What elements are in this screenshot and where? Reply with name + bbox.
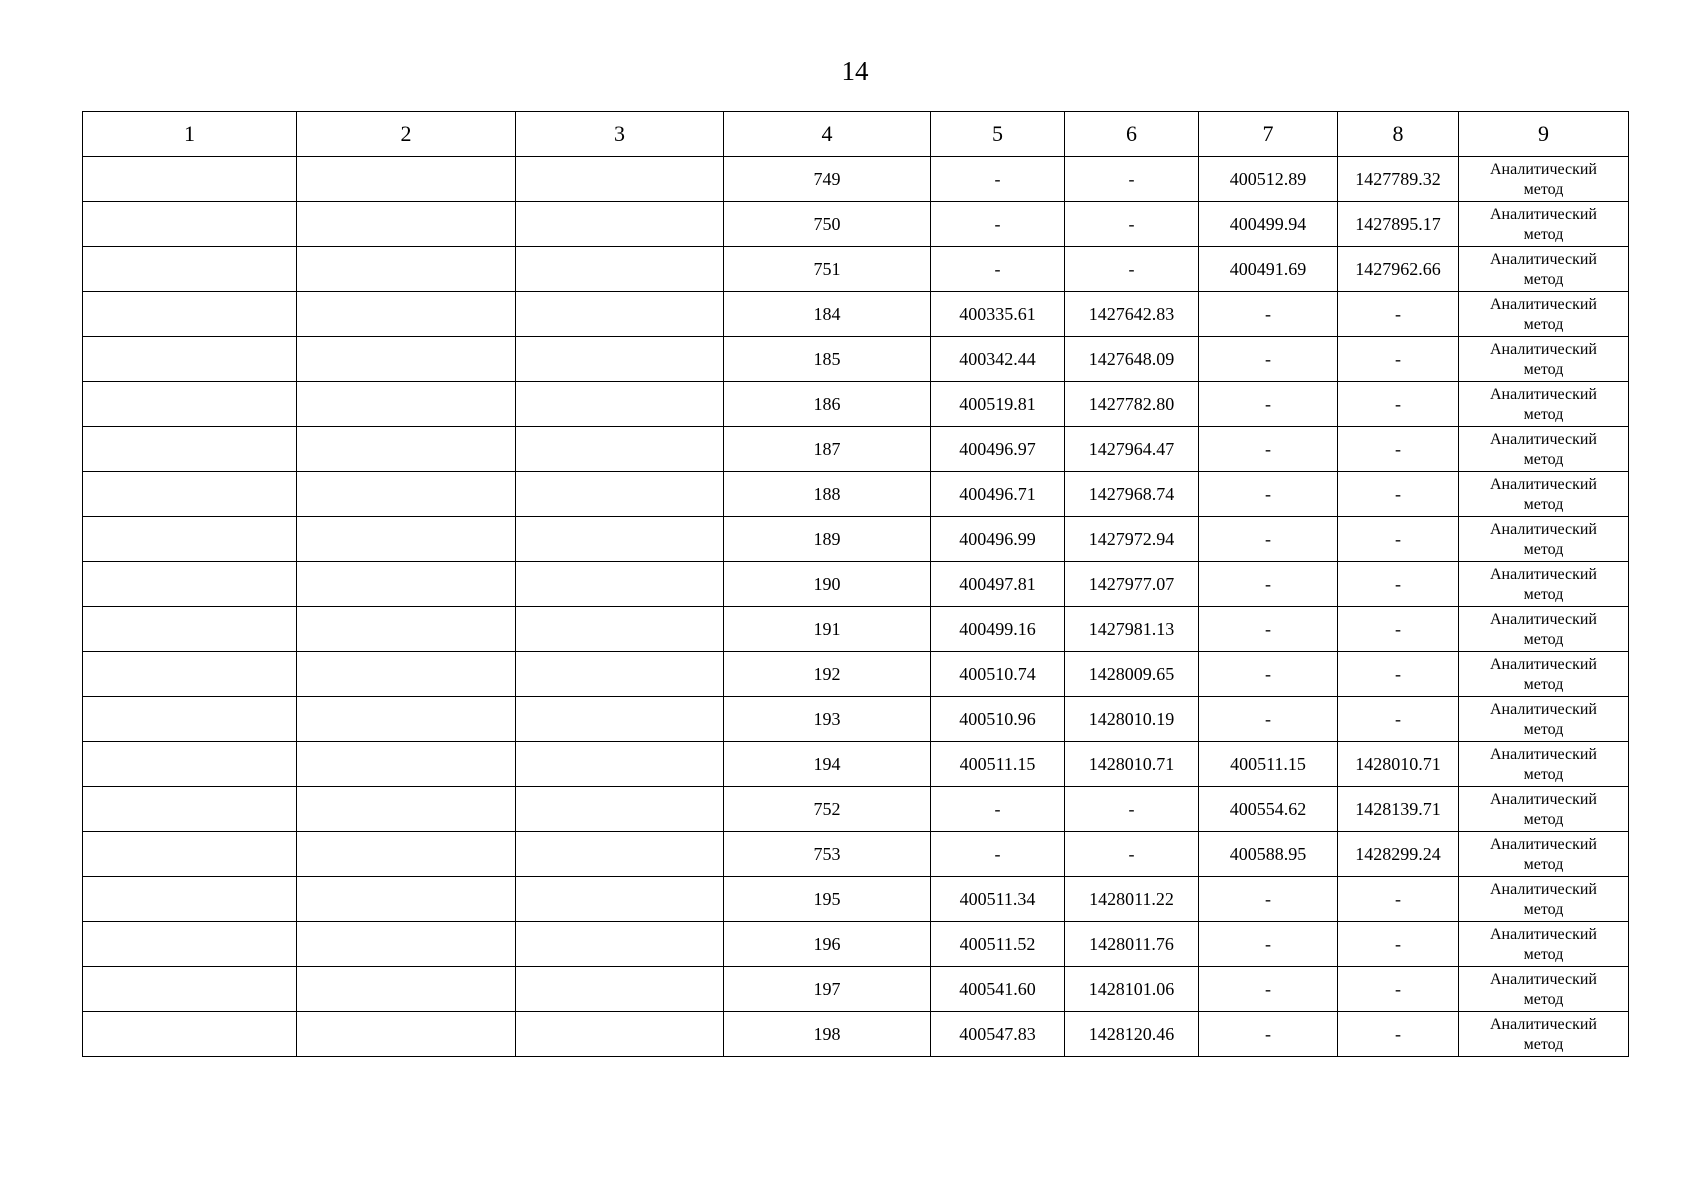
- table-cell-c1: [83, 562, 297, 607]
- method-label-line2: метод: [1523, 405, 1564, 423]
- table-cell-c3: [516, 742, 724, 787]
- table-cell-c7: -: [1199, 337, 1338, 382]
- method-label-line1: Аналитический: [1489, 160, 1597, 178]
- table-cell-c6: 1427642.83: [1065, 292, 1199, 337]
- table-cell-c8: -: [1338, 1012, 1459, 1057]
- table-cell-c7: -: [1199, 562, 1338, 607]
- table-cell-c2: [297, 922, 516, 967]
- table-cell-c1: [83, 382, 297, 427]
- table-cell-c8: -: [1338, 607, 1459, 652]
- table-cell-c6: 1428101.06: [1065, 967, 1199, 1012]
- table-cell-method: [1459, 922, 1629, 967]
- table-cell-c8: 1427895.17: [1338, 202, 1459, 247]
- table-cell-method: [1459, 472, 1629, 517]
- table-cell-c1: [83, 337, 297, 382]
- table-cell-c7: 400588.95: [1199, 832, 1338, 877]
- method-label-line2: метод: [1523, 495, 1564, 513]
- coordinates-table: [82, 111, 1629, 1057]
- table-body: [83, 157, 1629, 1057]
- table-cell-c5: 400496.97: [931, 427, 1065, 472]
- table-cell-c5: 400342.44: [931, 337, 1065, 382]
- table-cell-c1: [83, 247, 297, 292]
- table-cell-c7: 400554.62: [1199, 787, 1338, 832]
- table-cell-c4: 751: [724, 247, 931, 292]
- table-cell-c4: 198: [724, 1012, 931, 1057]
- table-cell-c5: 400335.61: [931, 292, 1065, 337]
- table-cell-method: [1459, 832, 1629, 877]
- table-cell-c4: 187: [724, 427, 931, 472]
- table-cell-c2: [297, 742, 516, 787]
- table-row: [83, 157, 1629, 202]
- method-label-line2: метод: [1523, 360, 1564, 378]
- table-cell-c6: 1428010.71: [1065, 742, 1199, 787]
- table-cell-c8: 1428299.24: [1338, 832, 1459, 877]
- table-cell-method: [1459, 697, 1629, 742]
- method-label-line1: Аналитический: [1489, 970, 1597, 988]
- table-cell-c5: 400496.99: [931, 517, 1065, 562]
- method-label-line1: Аналитический: [1489, 610, 1597, 628]
- table-cell-c4: 193: [724, 697, 931, 742]
- table-cell-c6: 1427782.80: [1065, 382, 1199, 427]
- table-cell-c4: 184: [724, 292, 931, 337]
- table-cell-c4: 190: [724, 562, 931, 607]
- table-cell-c5: 400496.71: [931, 472, 1065, 517]
- table-cell-c1: [83, 697, 297, 742]
- table-cell-c8: 1427962.66: [1338, 247, 1459, 292]
- table-cell-c3: [516, 382, 724, 427]
- header-row: [83, 112, 1629, 157]
- method-label-line1: Аналитический: [1489, 250, 1597, 268]
- table-cell-c1: [83, 1012, 297, 1057]
- table-cell-c6: -: [1065, 202, 1199, 247]
- table-cell-c2: [297, 787, 516, 832]
- table-cell-c8: -: [1338, 472, 1459, 517]
- method-label-line2: метод: [1523, 765, 1564, 783]
- table-cell-c3: [516, 472, 724, 517]
- table-cell-c3: [516, 607, 724, 652]
- table-cell-c6: 1428010.19: [1065, 697, 1199, 742]
- table-cell-c7: -: [1199, 607, 1338, 652]
- table-row: [83, 607, 1629, 652]
- table-row: [83, 382, 1629, 427]
- table-cell-c4: 752: [724, 787, 931, 832]
- table-cell-method: [1459, 427, 1629, 472]
- method-label-line1: Аналитический: [1489, 745, 1597, 763]
- table-cell-c8: -: [1338, 922, 1459, 967]
- method-label-line2: метод: [1523, 630, 1564, 648]
- table-cell-c5: 400541.60: [931, 967, 1065, 1012]
- table-cell-c1: [83, 157, 297, 202]
- table-cell-c4: 753: [724, 832, 931, 877]
- table-cell-c5: -: [931, 157, 1065, 202]
- table-cell-c8: -: [1338, 337, 1459, 382]
- method-label-line2: метод: [1523, 675, 1564, 693]
- table-cell-c2: [297, 202, 516, 247]
- column-header: 6: [1065, 112, 1199, 157]
- method-label-line2: метод: [1523, 945, 1564, 963]
- table-row: [83, 517, 1629, 562]
- table-cell-c7: -: [1199, 472, 1338, 517]
- table-cell-c7: -: [1199, 922, 1338, 967]
- method-label-line1: Аналитический: [1489, 880, 1597, 898]
- table-cell-c4: 197: [724, 967, 931, 1012]
- table-cell-c6: 1427648.09: [1065, 337, 1199, 382]
- table-cell-c1: [83, 292, 297, 337]
- method-label-line2: метод: [1523, 540, 1564, 558]
- method-label-line1: Аналитический: [1489, 925, 1597, 943]
- table-row: [83, 292, 1629, 337]
- table-cell-c4: 195: [724, 877, 931, 922]
- method-label-line1: Аналитический: [1489, 295, 1597, 313]
- table-cell-c2: [297, 427, 516, 472]
- table-cell-method: [1459, 877, 1629, 922]
- table-cell-c1: [83, 652, 297, 697]
- table-cell-c4: 186: [724, 382, 931, 427]
- table-cell-method: [1459, 382, 1629, 427]
- table-cell-method: [1459, 157, 1629, 202]
- table-cell-c1: [83, 607, 297, 652]
- table-cell-c2: [297, 292, 516, 337]
- table-cell-method: [1459, 787, 1629, 832]
- table-cell-c3: [516, 292, 724, 337]
- method-label-line2: метод: [1523, 585, 1564, 603]
- method-label-line2: метод: [1523, 180, 1564, 198]
- table-cell-c6: 1427972.94: [1065, 517, 1199, 562]
- method-label-line2: метод: [1523, 855, 1564, 873]
- table-cell-c5: -: [931, 787, 1065, 832]
- table-cell-c3: [516, 922, 724, 967]
- table-cell-method: [1459, 607, 1629, 652]
- method-label-line1: Аналитический: [1489, 790, 1597, 808]
- table-row: [83, 742, 1629, 787]
- table-cell-c7: -: [1199, 517, 1338, 562]
- table-cell-c2: [297, 562, 516, 607]
- table-cell-c7: -: [1199, 967, 1338, 1012]
- table-cell-c4: 185: [724, 337, 931, 382]
- table-cell-c4: 189: [724, 517, 931, 562]
- table-cell-method: [1459, 562, 1629, 607]
- table-cell-c3: [516, 202, 724, 247]
- table-cell-c7: 400491.69: [1199, 247, 1338, 292]
- column-header: 8: [1338, 112, 1459, 157]
- table-cell-c6: -: [1065, 787, 1199, 832]
- table-cell-c1: [83, 787, 297, 832]
- table-cell-c5: 400511.15: [931, 742, 1065, 787]
- table-cell-c5: -: [931, 832, 1065, 877]
- table-cell-c6: -: [1065, 247, 1199, 292]
- table-cell-c2: [297, 472, 516, 517]
- table-cell-c2: [297, 652, 516, 697]
- table-cell-c5: 400547.83: [931, 1012, 1065, 1057]
- table-row: [83, 1012, 1629, 1057]
- method-label-line1: Аналитический: [1489, 430, 1597, 448]
- table-cell-c1: [83, 472, 297, 517]
- table-row: [83, 202, 1629, 247]
- table-row: [83, 427, 1629, 472]
- table-cell-c8: 1428139.71: [1338, 787, 1459, 832]
- table-cell-method: [1459, 337, 1629, 382]
- table-cell-c6: 1428120.46: [1065, 1012, 1199, 1057]
- column-header: 1: [83, 112, 297, 157]
- table-cell-c8: -: [1338, 652, 1459, 697]
- table-cell-method: [1459, 652, 1629, 697]
- table-cell-c7: 400512.89: [1199, 157, 1338, 202]
- table-row: [83, 337, 1629, 382]
- table-row: [83, 247, 1629, 292]
- method-label-line2: метод: [1523, 315, 1564, 333]
- table-cell-c3: [516, 787, 724, 832]
- table-cell-c2: [297, 247, 516, 292]
- table-cell-c7: -: [1199, 697, 1338, 742]
- table-cell-c7: -: [1199, 652, 1338, 697]
- table-cell-c2: [297, 1012, 516, 1057]
- method-label-line2: метод: [1523, 810, 1564, 828]
- table-cell-c5: -: [931, 247, 1065, 292]
- table-cell-c4: 188: [724, 472, 931, 517]
- table-cell-c1: [83, 922, 297, 967]
- table-cell-c8: -: [1338, 697, 1459, 742]
- table-row: [83, 652, 1629, 697]
- table-cell-c3: [516, 517, 724, 562]
- table-cell-method: [1459, 517, 1629, 562]
- table-row: [83, 697, 1629, 742]
- table-cell-c8: -: [1338, 877, 1459, 922]
- table-cell-c3: [516, 247, 724, 292]
- column-header: 3: [516, 112, 724, 157]
- table-cell-c8: -: [1338, 517, 1459, 562]
- table-cell-c1: [83, 427, 297, 472]
- table-cell-c8: -: [1338, 427, 1459, 472]
- table-cell-c8: -: [1338, 967, 1459, 1012]
- method-label-line1: Аналитический: [1489, 1015, 1597, 1033]
- table-cell-c4: 196: [724, 922, 931, 967]
- method-label-line2: метод: [1523, 1035, 1564, 1053]
- column-header: 4: [724, 112, 931, 157]
- table-cell-c3: [516, 157, 724, 202]
- column-header: 9: [1459, 112, 1629, 157]
- method-label-line1: Аналитический: [1489, 475, 1597, 493]
- table-cell-c6: 1427968.74: [1065, 472, 1199, 517]
- table-cell-c7: -: [1199, 382, 1338, 427]
- table-cell-c1: [83, 832, 297, 877]
- table-cell-c4: 192: [724, 652, 931, 697]
- table-cell-c8: -: [1338, 562, 1459, 607]
- table-cell-method: [1459, 967, 1629, 1012]
- method-label-line1: Аналитический: [1489, 565, 1597, 583]
- column-header: 7: [1199, 112, 1338, 157]
- table-cell-c3: [516, 697, 724, 742]
- table-cell-c8: 1427789.32: [1338, 157, 1459, 202]
- method-label-line2: метод: [1523, 225, 1564, 243]
- table-cell-method: [1459, 202, 1629, 247]
- table-cell-c3: [516, 832, 724, 877]
- table-cell-c8: -: [1338, 382, 1459, 427]
- table-cell-c2: [297, 517, 516, 562]
- table-cell-c3: [516, 562, 724, 607]
- method-label-line2: метод: [1523, 900, 1564, 918]
- table-cell-c3: [516, 427, 724, 472]
- table-cell-c2: [297, 967, 516, 1012]
- table-cell-c7: -: [1199, 292, 1338, 337]
- table-cell-c6: 1428011.22: [1065, 877, 1199, 922]
- table-cell-c6: 1427964.47: [1065, 427, 1199, 472]
- table-cell-c2: [297, 607, 516, 652]
- method-label-line1: Аналитический: [1489, 340, 1597, 358]
- table-cell-c6: 1427977.07: [1065, 562, 1199, 607]
- method-label-line2: метод: [1523, 270, 1564, 288]
- column-header: 5: [931, 112, 1065, 157]
- method-label-line1: Аналитический: [1489, 700, 1597, 718]
- table-cell-c1: [83, 517, 297, 562]
- method-label-line2: метод: [1523, 720, 1564, 738]
- table-row: [83, 832, 1629, 877]
- method-label-line1: Аналитический: [1489, 655, 1597, 673]
- table-cell-c7: -: [1199, 427, 1338, 472]
- method-label-line2: метод: [1523, 450, 1564, 468]
- table-cell-c2: [297, 877, 516, 922]
- table-row: [83, 472, 1629, 517]
- table-cell-c1: [83, 877, 297, 922]
- table-row: [83, 922, 1629, 967]
- table-cell-c3: [516, 337, 724, 382]
- table-cell-c7: -: [1199, 877, 1338, 922]
- table-cell-c5: 400519.81: [931, 382, 1065, 427]
- column-header: 2: [297, 112, 516, 157]
- table-cell-c1: [83, 742, 297, 787]
- method-label-line1: Аналитический: [1489, 205, 1597, 223]
- table-cell-c8: -: [1338, 292, 1459, 337]
- table-cell-c5: 400510.74: [931, 652, 1065, 697]
- table-cell-c5: 400510.96: [931, 697, 1065, 742]
- table-cell-c7: 400511.15: [1199, 742, 1338, 787]
- table-cell-method: [1459, 247, 1629, 292]
- table-cell-c5: -: [931, 202, 1065, 247]
- table-cell-c1: [83, 202, 297, 247]
- table-cell-c6: -: [1065, 157, 1199, 202]
- table-cell-c2: [297, 337, 516, 382]
- table-cell-c4: 194: [724, 742, 931, 787]
- table-cell-c4: 749: [724, 157, 931, 202]
- table-cell-c7: 400499.94: [1199, 202, 1338, 247]
- table-cell-c2: [297, 832, 516, 877]
- table-cell-c6: 1427981.13: [1065, 607, 1199, 652]
- table-cell-method: [1459, 292, 1629, 337]
- method-label-line1: Аналитический: [1489, 385, 1597, 403]
- table-cell-c6: -: [1065, 832, 1199, 877]
- table-cell-c7: -: [1199, 1012, 1338, 1057]
- table-cell-c1: [83, 967, 297, 1012]
- table-cell-method: [1459, 742, 1629, 787]
- method-label-line1: Аналитический: [1489, 835, 1597, 853]
- table-cell-c2: [297, 157, 516, 202]
- method-label-line1: Аналитический: [1489, 520, 1597, 538]
- table-cell-c4: 750: [724, 202, 931, 247]
- table-cell-c5: 400511.52: [931, 922, 1065, 967]
- table-row: [83, 877, 1629, 922]
- table-cell-c6: 1428011.76: [1065, 922, 1199, 967]
- table-cell-c5: 400499.16: [931, 607, 1065, 652]
- table-cell-c2: [297, 697, 516, 742]
- table-cell-c3: [516, 652, 724, 697]
- page-number: 14: [841, 56, 869, 86]
- table-cell-c5: 400497.81: [931, 562, 1065, 607]
- table-row: [83, 562, 1629, 607]
- table-cell-c3: [516, 877, 724, 922]
- table-cell-c2: [297, 382, 516, 427]
- method-label-line2: метод: [1523, 990, 1564, 1008]
- table-cell-c8: 1428010.71: [1338, 742, 1459, 787]
- table-row: [83, 787, 1629, 832]
- table-cell-c4: 191: [724, 607, 931, 652]
- table-cell-c3: [516, 1012, 724, 1057]
- table-cell-c6: 1428009.65: [1065, 652, 1199, 697]
- table-cell-c3: [516, 967, 724, 1012]
- table-cell-method: [1459, 1012, 1629, 1057]
- table-cell-c5: 400511.34: [931, 877, 1065, 922]
- table-row: [83, 967, 1629, 1012]
